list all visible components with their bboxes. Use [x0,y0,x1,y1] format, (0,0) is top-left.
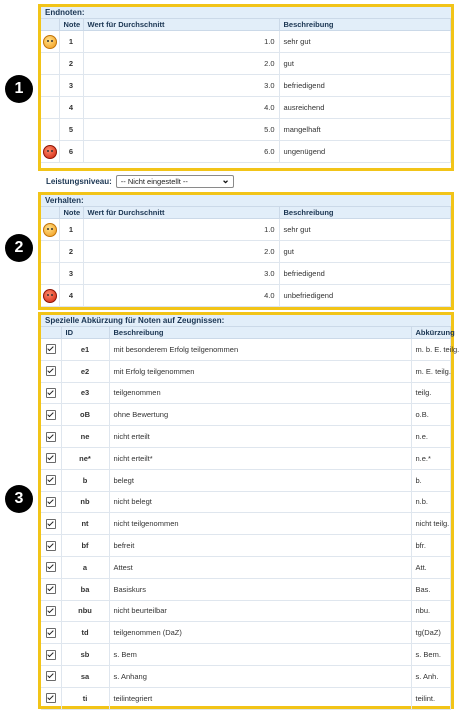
beschreibung-cell: mangelhaft [279,119,451,141]
beschreibung-cell: Basiskurs [109,578,411,600]
row-checkbox[interactable] [46,410,56,420]
checkbox-cell [41,360,61,382]
table-row[interactable] [41,556,451,578]
row-checkbox[interactable] [46,671,56,681]
beschreibung-cell: mit besonderem Erfolg teilgenommen [109,339,411,361]
beschreibung-cell: sehr gut [279,219,451,241]
abkuerzung-cell: teilg. [411,382,451,404]
header-wert[interactable]: Wert für Durchschnitt [83,207,279,219]
id-cell: nbu [61,600,109,622]
id-cell: oB [61,404,109,426]
beschreibung-cell: ohne Bewertung [109,404,411,426]
abkuerzung-cell: s. Anh. [411,665,451,687]
table-row[interactable] [41,360,451,382]
row-checkbox[interactable] [46,453,56,463]
table-row[interactable] [41,600,451,622]
row-checkbox[interactable] [46,584,56,594]
table-row[interactable] [41,219,451,241]
id-cell: nb [61,491,109,513]
abkuerzung-cell: bfr. [411,535,451,557]
table-row[interactable] [41,241,451,263]
abkuerzung-cell: n.e.* [411,447,451,469]
zeugnis-table [41,327,459,710]
id-cell: e2 [61,360,109,382]
id-cell: ba [61,578,109,600]
row-icon-cell [41,75,59,97]
header-note[interactable]: Note [59,207,83,219]
verhalten-table [41,207,451,307]
table-row[interactable] [41,119,451,141]
checkbox-cell [41,644,61,666]
endnoten-panel [38,4,454,171]
beschreibung-cell: nicht teilgenommen [109,513,411,535]
marker-1: 1 [5,75,33,103]
row-icon-cell [41,97,59,119]
smiley-sad-icon [43,289,57,303]
checkbox-cell [41,600,61,622]
abkuerzung-cell: s. Bem. [411,644,451,666]
id-cell: a [61,556,109,578]
table-row[interactable] [41,447,451,469]
leistungsniveau-select[interactable] [116,175,234,188]
note-cell: 1 [59,31,83,53]
abkuerzung-cell: m. E. teilg. [411,360,451,382]
id-cell: ne* [61,447,109,469]
beschreibung-cell: nicht belegt [109,491,411,513]
table-row[interactable] [41,622,451,644]
row-icon-cell [41,53,59,75]
abkuerzung-cell: nbu. [411,600,451,622]
note-cell: 5 [59,119,83,141]
checkbox-cell [41,469,61,491]
row-checkbox[interactable] [46,366,56,376]
id-cell: bf [61,535,109,557]
table-row[interactable] [41,578,451,600]
table-header-row [41,327,451,339]
abkuerzung-cell: Bas. [411,578,451,600]
table-row[interactable] [41,31,451,53]
table-row[interactable] [41,491,451,513]
row-icon-cell [41,31,59,53]
header-beschreibung[interactable]: Beschreibung [279,19,451,31]
header-icon [41,207,59,219]
table-row[interactable] [41,404,451,426]
abkuerzung-cell: n.e. [411,426,451,448]
beschreibung-cell: teilgenommen (DaZ) [109,622,411,644]
wert-cell: 4.0 [83,97,279,119]
table-row[interactable] [41,644,451,666]
smiley-happy-icon [43,223,57,237]
checkbox-cell [41,513,61,535]
verhalten-panel [38,192,454,310]
row-checkbox[interactable] [46,432,56,442]
endnoten-table [41,19,451,163]
checkbox-cell [41,535,61,557]
table-header-row [41,19,451,31]
header-icon [41,19,59,31]
row-checkbox[interactable] [46,562,56,572]
beschreibung-cell: teilgenommen [109,382,411,404]
checkbox-cell [41,491,61,513]
note-cell: 4 [59,97,83,119]
endnoten-title: Endnoten: [41,7,451,19]
table-row[interactable] [41,426,451,448]
smiley-happy-icon [43,35,57,49]
table-row[interactable] [41,687,451,709]
beschreibung-cell: nicht erteilt [109,426,411,448]
abkuerzung-cell: o.B. [411,404,451,426]
id-cell: e3 [61,382,109,404]
table-row[interactable] [41,339,451,361]
row-icon-cell [41,141,59,163]
row-checkbox[interactable] [46,497,56,507]
row-checkbox[interactable] [46,519,56,529]
id-cell: sb [61,644,109,666]
checkbox-cell [41,404,61,426]
note-cell: 2 [59,241,83,263]
note-cell: 1 [59,219,83,241]
table-row[interactable] [41,382,451,404]
id-cell: ti [61,687,109,709]
checkbox-cell [41,556,61,578]
table-row[interactable] [41,141,451,163]
row-checkbox[interactable] [46,541,56,551]
header-note[interactable]: Note [59,19,83,31]
beschreibung-cell: nicht beurteilbar [109,600,411,622]
id-cell: e1 [61,339,109,361]
id-cell: b [61,469,109,491]
beschreibung-cell: ausreichend [279,97,451,119]
beschreibung-cell: befreit [109,535,411,557]
table-row[interactable] [41,53,451,75]
header-id[interactable]: ID [61,327,109,339]
row-icon-cell [41,241,59,263]
abkuerzung-cell: tg(DaZ) [411,622,451,644]
beschreibung-cell: befriedigend [279,263,451,285]
row-checkbox[interactable] [46,475,56,485]
wert-cell: 6.0 [83,141,279,163]
header-abkuerzung[interactable]: Abkürzung [411,327,451,339]
beschreibung-cell: belegt [109,469,411,491]
beschreibung-cell: s. Anhang [109,665,411,687]
beschreibung-cell: befriedigend [279,75,451,97]
beschreibung-cell: mit Erfolg teilgenommen [109,360,411,382]
beschreibung-cell: teilintegriert [109,687,411,709]
id-cell: td [61,622,109,644]
verhalten-title: Verhalten: [41,195,451,207]
wert-cell: 1.0 [83,31,279,53]
row-checkbox[interactable] [46,606,56,616]
beschreibung-cell: unbefriedigend [279,285,451,307]
beschreibung-cell: ungenügend [279,141,451,163]
leistungsniveau-row [46,174,234,188]
wert-cell: 4.0 [83,285,279,307]
row-checkbox[interactable] [46,628,56,638]
leistungsniveau-label: Leistungsniveau: [46,176,112,186]
wert-cell: 3.0 [83,263,279,285]
table-row[interactable] [41,75,451,97]
note-cell: 6 [59,141,83,163]
abkuerzung-cell: Att. [411,556,451,578]
checkbox-cell [41,665,61,687]
beschreibung-cell: gut [279,53,451,75]
marker-3: 3 [5,485,33,513]
row-checkbox[interactable] [46,344,56,354]
header-wert[interactable]: Wert für Durchschnitt [83,19,279,31]
checkbox-cell [41,622,61,644]
beschreibung-cell: sehr gut [279,31,451,53]
table-row[interactable] [41,535,451,557]
note-cell: 3 [59,75,83,97]
note-cell: 2 [59,53,83,75]
row-checkbox[interactable] [46,693,56,703]
checkbox-cell [41,687,61,709]
abkuerzung-cell: nicht teilg. [411,513,451,535]
table-row[interactable] [41,285,451,307]
table-row[interactable] [41,263,451,285]
header-beschreibung[interactable]: Beschreibung [279,207,451,219]
wert-cell: 1.0 [83,219,279,241]
table-row[interactable] [41,97,451,119]
beschreibung-cell: nicht erteilt* [109,447,411,469]
table-row[interactable] [41,665,451,687]
note-cell: 3 [59,263,83,285]
beschreibung-cell: Attest [109,556,411,578]
marker-2: 2 [5,234,33,262]
wert-cell: 2.0 [83,53,279,75]
table-header-row [41,207,451,219]
id-cell: ne [61,426,109,448]
abkuerzung-cell: teilint. [411,687,451,709]
row-checkbox[interactable] [46,650,56,660]
table-row[interactable] [41,469,451,491]
row-icon-cell [41,219,59,241]
smiley-sad-icon [43,145,57,159]
checkbox-cell [41,578,61,600]
abkuerzung-cell: m. b. E. teilg. [411,339,451,361]
zeugnis-panel [38,312,459,709]
wert-cell: 5.0 [83,119,279,141]
row-icon-cell [41,263,59,285]
id-cell: sa [61,665,109,687]
row-icon-cell [41,119,59,141]
beschreibung-cell: s. Bem [109,644,411,666]
checkbox-cell [41,339,61,361]
checkbox-cell [41,426,61,448]
checkbox-cell [41,447,61,469]
table-row[interactable] [41,513,451,535]
note-cell: 4 [59,285,83,307]
zeugnis-title: Spezielle Abkürzung für Noten auf Zeugnissen: [41,315,451,327]
wert-cell: 2.0 [83,241,279,263]
beschreibung-cell: gut [279,241,451,263]
wert-cell: 3.0 [83,75,279,97]
abkuerzung-cell: n.b. [411,491,451,513]
chevron-down-icon: ⌄ [221,175,230,186]
id-cell: nt [61,513,109,535]
leistungsniveau-selected: -- Nicht eingestellt -- [120,176,188,186]
row-icon-cell [41,285,59,307]
row-checkbox[interactable] [46,388,56,398]
abkuerzung-cell: b. [411,469,451,491]
checkbox-cell [41,382,61,404]
header-beschreibung[interactable]: Beschreibung [109,327,411,339]
header-checkbox [41,327,61,339]
